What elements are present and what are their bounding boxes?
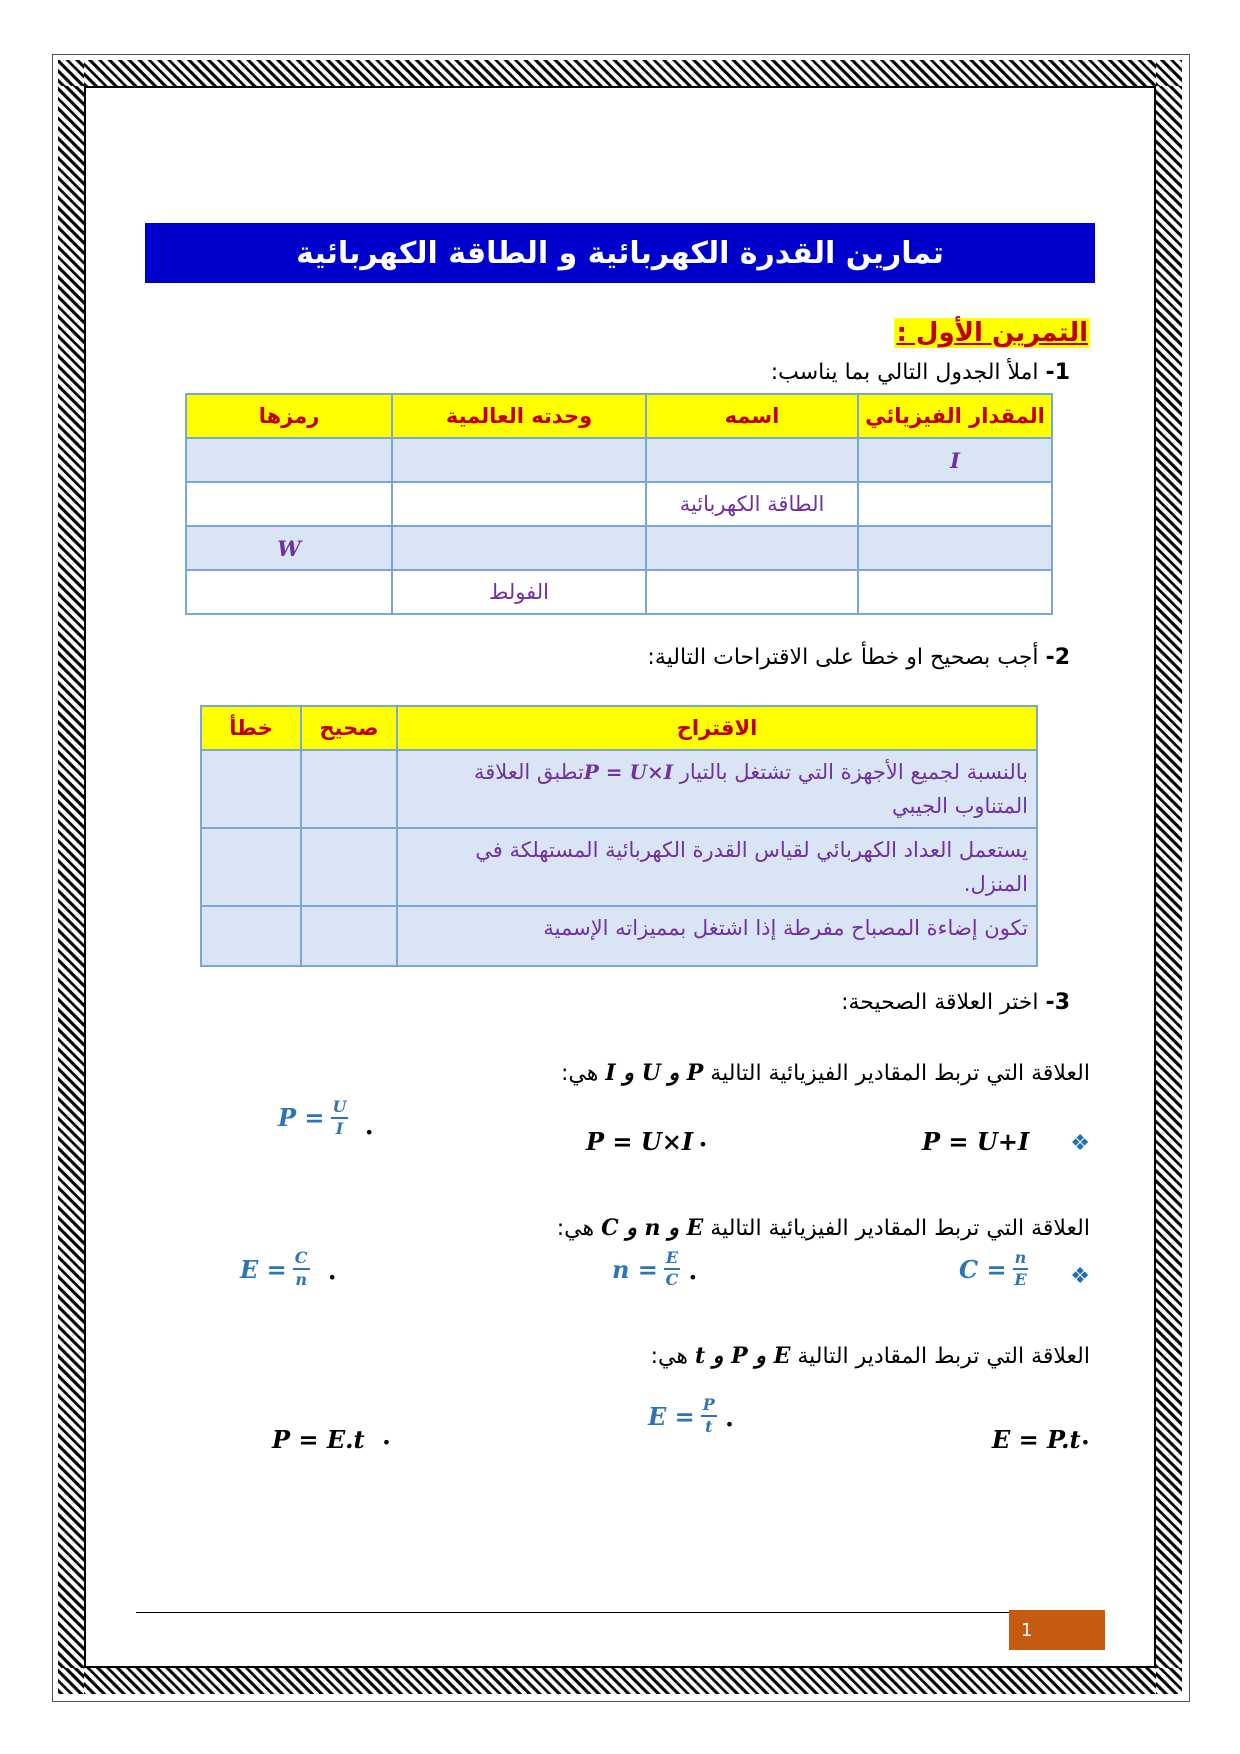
page-title: تمارين القدرة الكهربائية و الطاقة الكهربائية [145, 223, 1095, 283]
fraction-numerator: P [701, 1395, 717, 1417]
question-3-number: 3- [1045, 990, 1070, 1015]
table-header-row [186, 394, 1052, 438]
option-formula-lhs: C = [959, 1254, 1007, 1284]
table-cell[interactable] [858, 482, 1052, 526]
table-cell[interactable] [186, 482, 392, 526]
diamond-bullet-icon: ❖ [1070, 1131, 1090, 1156]
true-cell[interactable] [301, 828, 397, 906]
table-cell[interactable] [858, 526, 1052, 570]
table-header: المقدار الفيزيائي [858, 394, 1052, 438]
table-cell[interactable] [858, 570, 1052, 614]
question-1-number: 1- [1045, 360, 1070, 385]
option-1b[interactable] [586, 1127, 708, 1156]
prompt-text: العلاقة التي تربط المقادير التالية [790, 1344, 1090, 1369]
fraction-numerator: n [1013, 1248, 1029, 1270]
table-cell[interactable] [646, 526, 858, 570]
statement-cell [397, 906, 1037, 966]
table-row [186, 482, 1052, 526]
table-cell[interactable] [392, 482, 646, 526]
prompt-text: هي: [556, 1216, 602, 1241]
footer-divider [136, 1612, 1024, 1613]
table-header: صحيح [301, 706, 397, 750]
prompt-text: العلاقة التي تربط المقادير الفيزيائية التالية [703, 1061, 1090, 1086]
option-2b[interactable] [612, 1248, 698, 1290]
false-cell[interactable] [201, 750, 301, 828]
prompt-text: هي: [561, 1061, 606, 1086]
formula: P = U×I [583, 760, 674, 784]
question-3 [841, 990, 1070, 1015]
statement-cell [397, 828, 1037, 906]
table-row [201, 828, 1037, 906]
bullet-icon: • [364, 1123, 374, 1142]
option-formula-lhs: n = [612, 1254, 658, 1284]
bullet-icon: • [688, 1267, 698, 1287]
option-3b[interactable] [648, 1395, 734, 1437]
true-cell[interactable] [301, 906, 397, 966]
choice-prompt-2 [557, 1215, 1090, 1241]
table-cell[interactable] [646, 438, 858, 482]
table-cell[interactable] [186, 438, 392, 482]
fraction-denominator: t [705, 1417, 713, 1436]
statement-text: يستعمل العداد الكهربائي لقياس القدرة الكهربائية المستهلكة في المنزل. [475, 838, 1028, 896]
choice-prompt-1 [561, 1060, 1090, 1086]
table-header: وحدته العالمية [392, 394, 646, 438]
question-2 [647, 645, 1070, 670]
false-cell[interactable] [201, 828, 301, 906]
statement-text: تطبق العلاقة المتناوب الجيبي [474, 760, 1028, 818]
table-cell[interactable]: I [858, 438, 1052, 482]
table-cell[interactable]: الطاقة الكهربائية [646, 482, 858, 526]
option-formula: P = U×I [586, 1127, 694, 1156]
option-3a[interactable] [992, 1425, 1090, 1454]
false-cell[interactable] [201, 906, 301, 966]
table-header: الاقتراح [397, 706, 1037, 750]
statement-text: بالنسبة لجميع الأجهزة التي تشتغل بالتيار [673, 760, 1028, 784]
option-formula: E = P.t [991, 1425, 1081, 1454]
statement-cell [397, 750, 1037, 828]
true-cell[interactable] [301, 750, 397, 828]
statement-text: تكون إضاءة المصباح مفرطة إذا اشتغل بمميزاته الإسمية [543, 916, 1028, 940]
bullet-icon: • [724, 1414, 735, 1434]
fraction [664, 1248, 680, 1290]
table-cell[interactable]: W [186, 526, 392, 570]
option-formula-lhs: E = [648, 1401, 695, 1431]
table-row [186, 438, 1052, 482]
prompt-variables: E و P و t [694, 1343, 791, 1369]
prompt-variables: E و n و C [601, 1215, 704, 1241]
table-row [201, 906, 1037, 966]
fraction-numerator: C [293, 1248, 310, 1270]
question-1 [771, 360, 1070, 385]
fraction [293, 1248, 310, 1290]
exercise-title: التمرين الأول : [896, 318, 1088, 348]
fraction-numerator: U [331, 1097, 349, 1119]
prompt-text: العلاقة التي تربط المقادير الفيزيائية التالية [703, 1216, 1090, 1241]
quantities-table [185, 393, 1053, 615]
table-header: اسمه [646, 394, 858, 438]
bullet-icon: • [381, 1433, 392, 1452]
option-formula-lhs: P = [278, 1103, 325, 1132]
bullet-icon: • [1080, 1433, 1090, 1452]
question-3-text: اختر العلاقة الصحيحة: [841, 990, 1039, 1015]
page-number: 1 [1009, 1610, 1105, 1650]
table-row [186, 526, 1052, 570]
true-false-table [200, 705, 1038, 967]
fraction-denominator: C [665, 1270, 679, 1289]
table-header-row [201, 706, 1037, 750]
table-cell[interactable] [392, 438, 646, 482]
table-cell[interactable] [392, 526, 646, 570]
table-cell[interactable]: الفولط [392, 570, 646, 614]
question-2-number: 2- [1045, 645, 1070, 670]
fraction [701, 1395, 717, 1437]
table-row [201, 750, 1037, 828]
fraction [331, 1097, 349, 1139]
option-1a[interactable] [922, 1127, 1090, 1156]
question-2-text: أجب بصحيح او خطأ على الاقتراحات التالية: [647, 645, 1039, 670]
bullet-icon: • [698, 1135, 708, 1154]
question-1-text: املأ الجدول التالي بما يناسب: [770, 360, 1039, 385]
fraction-numerator: E [664, 1248, 680, 1270]
prompt-text: هي: [650, 1344, 695, 1369]
bullet-icon: • [327, 1267, 337, 1287]
option-1c[interactable] [278, 1093, 374, 1142]
fraction-denominator: n [295, 1270, 307, 1289]
table-row [186, 570, 1052, 614]
choice-prompt-3 [651, 1343, 1090, 1369]
option-formula-lhs: E = [240, 1254, 287, 1284]
option-3c[interactable] [272, 1425, 391, 1454]
option-2a[interactable] [959, 1248, 1090, 1290]
table-header: خطأ [201, 706, 301, 750]
prompt-variables: P و U و I [605, 1060, 704, 1086]
table-cell[interactable] [186, 570, 392, 614]
option-formula: P = U+I [922, 1127, 1030, 1156]
table-header: رمزها [186, 394, 392, 438]
fraction [1013, 1248, 1029, 1290]
diamond-bullet-icon: ❖ [1070, 1263, 1090, 1289]
option-2c[interactable] [240, 1248, 337, 1290]
fraction-denominator: I [335, 1118, 344, 1138]
table-cell[interactable] [646, 570, 858, 614]
fraction-denominator: E [1014, 1270, 1027, 1289]
option-formula: P = E.t [272, 1425, 365, 1454]
